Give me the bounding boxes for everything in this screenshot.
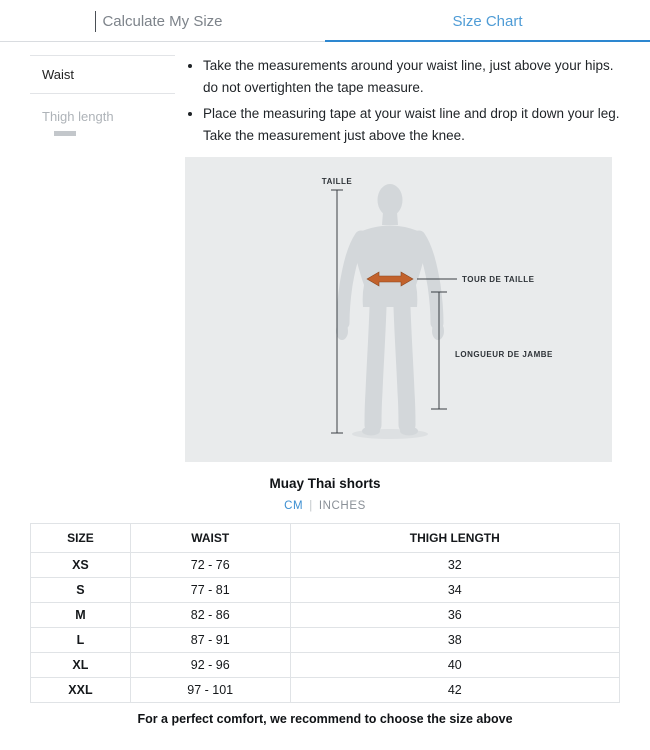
sidebar-item-thigh-length[interactable] (30, 94, 175, 136)
active-tab-underline (325, 40, 650, 42)
unit-separator: | (309, 500, 313, 513)
tab-size-chart-label: Size Chart (452, 12, 523, 30)
label-tour-de-taille: TOUR DE TAILLE (462, 275, 535, 285)
waist-cell: 72 - 76 (130, 553, 290, 578)
size-cell: L (31, 628, 131, 653)
measurement-sidebar (30, 55, 175, 462)
table-row (31, 578, 620, 603)
size-cell: S (31, 578, 131, 603)
table-row (31, 553, 620, 578)
col-header-size: SIZE (31, 524, 131, 553)
sidebar-item-indicator-bar (54, 131, 76, 136)
waist-cell: 77 - 81 (130, 578, 290, 603)
tab-size-chart[interactable] (325, 0, 650, 42)
waist-cell: 87 - 91 (130, 628, 290, 653)
table-header-row (31, 524, 620, 553)
instruction-item: • Take the measurements around your waist line, just above your hips. do not overtighten the tape measure. (203, 55, 620, 100)
size-cell: XL (31, 653, 131, 678)
unit-toggle-cm[interactable]: CM (284, 500, 304, 513)
sidebar-item-waist[interactable] (30, 55, 175, 94)
thigh-cell: 38 (290, 628, 619, 653)
unit-toggle (0, 500, 650, 512)
measurement-figure (185, 157, 612, 462)
waist-cell: 92 - 96 (130, 653, 290, 678)
tab-calculate-label: Calculate My Size (102, 12, 223, 30)
col-header-thigh-length: THIGH LENGTH (290, 524, 619, 553)
label-longueur-de-jambe: LONGUEUR DE JAMBE (455, 350, 553, 360)
thigh-cell: 40 (290, 653, 619, 678)
measurement-main (175, 55, 620, 462)
instruction-item: • Place the measuring tape at your waist line and drop it down your leg. Take the measurement just above the knee. (203, 103, 620, 148)
waist-cell: 97 - 101 (130, 678, 290, 703)
table-row (31, 678, 620, 703)
mannequin-body (336, 184, 444, 436)
size-cell: XS (31, 553, 131, 578)
unit-toggle-inches[interactable]: INCHES (318, 500, 366, 513)
product-title: Muay Thai shorts (269, 476, 381, 492)
size-cell: XXL (31, 678, 131, 703)
table-row (31, 628, 620, 653)
size-cell: M (31, 603, 131, 628)
thigh-cell: 42 (290, 678, 619, 703)
mannequin-illustration (185, 157, 612, 462)
thigh-cell: 34 (290, 578, 619, 603)
label-taille: TAILLE (321, 177, 353, 187)
thigh-cell: 36 (290, 603, 619, 628)
thigh-cell: 32 (290, 553, 619, 578)
tab-bar (0, 0, 650, 42)
table-row (31, 653, 620, 678)
size-chart-table (30, 523, 620, 703)
tab-calculate-my-size[interactable] (0, 0, 325, 42)
instruction-list (185, 55, 620, 147)
col-header-waist: WAIST (130, 524, 290, 553)
comfort-recommendation-note: For a perfect comfort, we recommend to choose the size above (137, 712, 513, 727)
content-row (0, 42, 650, 462)
sidebar-item-waist-label: Waist (42, 67, 75, 82)
waist-cell: 82 - 86 (130, 603, 290, 628)
sidebar-item-thigh-length-label: Thigh length (42, 109, 114, 124)
table-row (31, 603, 620, 628)
